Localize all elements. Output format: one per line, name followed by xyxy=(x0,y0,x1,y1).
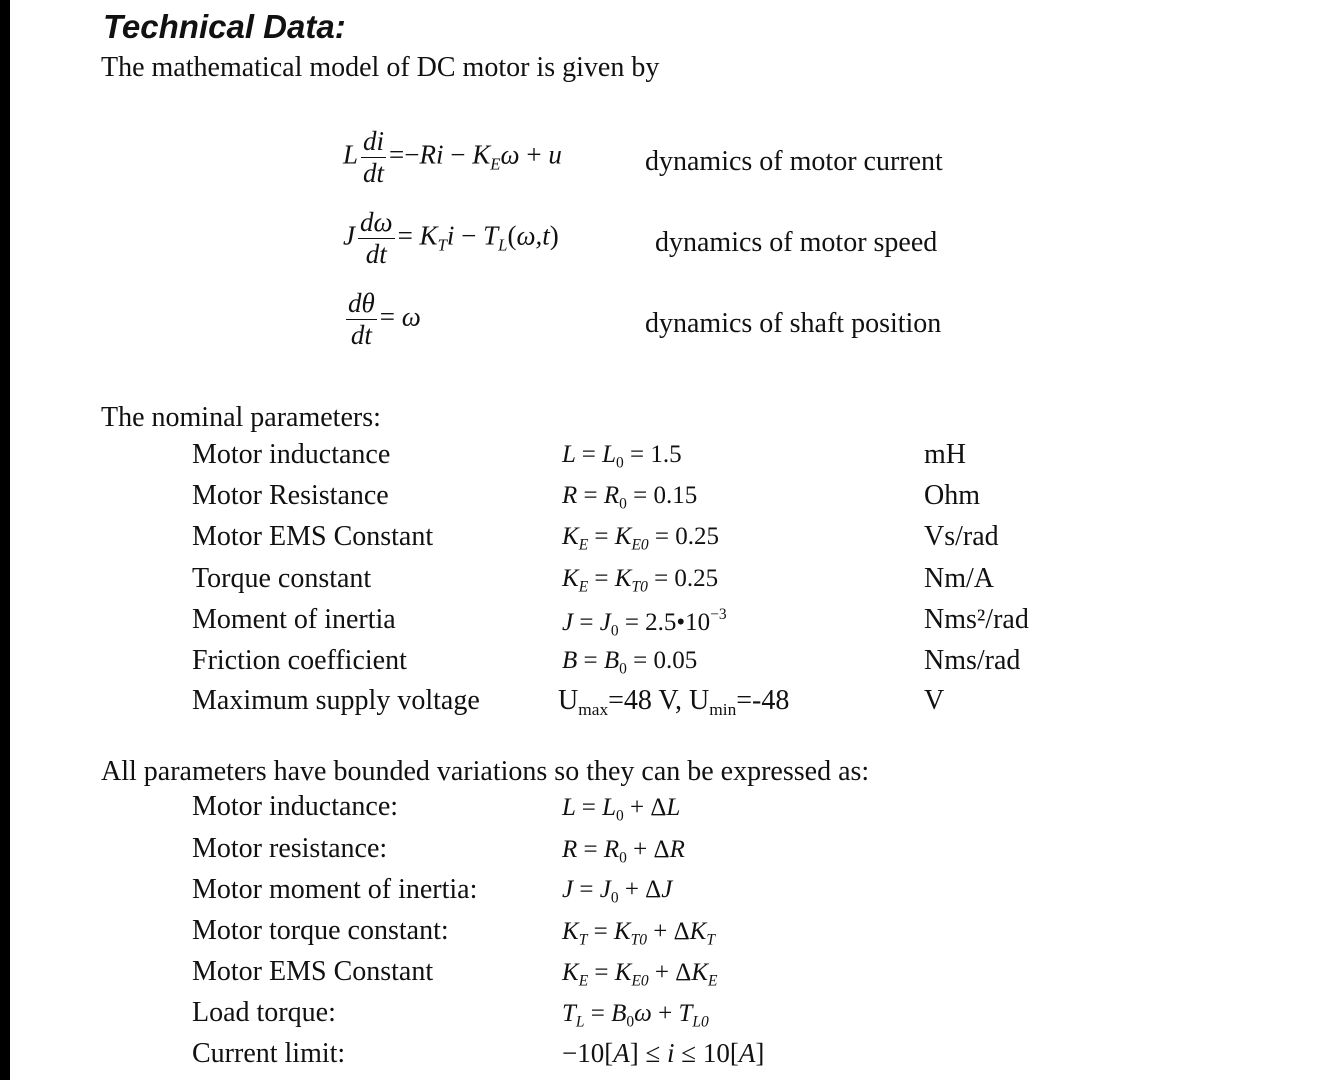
bounded-name: Load torque: xyxy=(192,997,336,1028)
bounded-expression: $R = R_0 + \Delta R$ xyxy=(562,836,685,867)
nominal-value: $B = B_0 = 0.05$ xyxy=(562,647,698,678)
bounded-name: Motor EMS Constant xyxy=(192,956,434,987)
nominal-unit: mH xyxy=(924,439,966,470)
nominal-heading: The nominal parameters: xyxy=(101,402,381,433)
nominal-value: $K_E = K_{T0} = 0.25$ xyxy=(562,565,719,596)
nominal-value: $L = L_0 = 1.5$ xyxy=(562,441,682,472)
nominal-unit: Nm/A xyxy=(924,563,994,594)
nominal-name: Torque constant xyxy=(192,563,372,594)
bounded-expression: $K_E = K_{E0} + \Delta K_E$ xyxy=(562,959,718,990)
intro-text: The mathematical model of DC motor is given by xyxy=(101,52,660,83)
nominal-name: Friction coefficient xyxy=(192,645,407,676)
equation-position: $\frac{d\theta}{dt}$ = ω xyxy=(348,288,421,350)
left-edge-bar xyxy=(0,0,10,1080)
equation-current: L $\frac{di}{dt}$ $=-Ri - K_E\omega + u$ xyxy=(343,126,562,188)
nominal-name: Motor EMS Constant xyxy=(192,521,434,552)
equation-speed-desc: dynamics of motor speed xyxy=(655,227,938,258)
nominal-unit: Nms/rad xyxy=(924,645,1021,676)
bounded-expression: −10[A] ≤ i ≤ 10[A] xyxy=(562,1038,765,1068)
bounded-expression: $K_T = K_{T0} + \Delta K_T$ xyxy=(562,918,715,949)
nominal-unit: V xyxy=(924,685,945,716)
bounded-name: Motor moment of inertia: xyxy=(192,874,478,905)
bounded-name: Motor inductance: xyxy=(192,791,399,822)
bounded-expression: $L = L_0 + \Delta L$ xyxy=(562,794,681,825)
nominal-value: $R = R_0 = 0.15$ xyxy=(562,482,698,513)
nominal-unit: Ohm xyxy=(924,480,980,511)
bounded-heading: All parameters have bounded variations so they can be expressed as: xyxy=(101,756,870,787)
nominal-value: $K_E = K_{E0} = 0.25$ xyxy=(562,523,720,554)
page-title: Technical Data: xyxy=(103,8,346,45)
bounded-expression: $J = J_0 + \Delta J$ xyxy=(562,876,673,907)
nominal-unit: Nms²/rad xyxy=(924,604,1029,635)
nominal-name: Maximum supply voltage xyxy=(192,685,480,716)
nominal-unit: Vs/rad xyxy=(924,521,999,552)
nominal-name: Moment of inertia xyxy=(192,604,396,635)
equation-position-desc: dynamics of shaft position xyxy=(645,308,942,339)
bounded-name: Motor resistance: xyxy=(192,833,388,864)
equation-speed: J $\frac{d\omega}{dt}$ = $K_Ti - T_L(\omega,t)$ xyxy=(343,207,559,269)
bounded-expression: $T_L = B_0\omega + T_{L0}$ xyxy=(562,1000,709,1031)
nominal-name: Motor inductance xyxy=(192,439,391,470)
bounded-name: Motor torque constant: xyxy=(192,915,449,946)
nominal-value: $U_{max}=48$ V, $U_{min}=-48$ xyxy=(558,685,790,720)
nominal-name: Motor Resistance xyxy=(192,480,389,511)
equation-current-desc: dynamics of motor current xyxy=(645,146,943,177)
nominal-value: $J = J_0$ = $2.5•10^{-3}$ xyxy=(562,606,727,640)
bounded-name: Current limit: xyxy=(192,1038,346,1069)
